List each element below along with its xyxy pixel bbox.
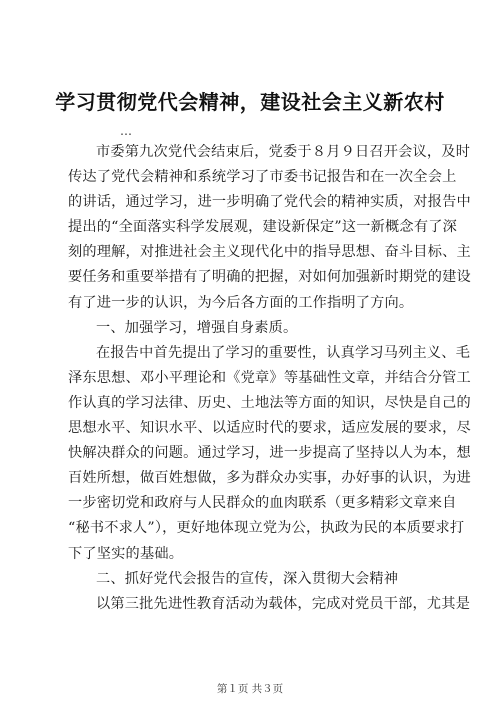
text-line: 在报告中首先提出了学习的重要性，认真学习马列主义、毛 bbox=[96, 344, 471, 361]
text-line: 传达了党代会精神和系统学习了市委书记报告和在一次全会上 bbox=[68, 169, 457, 186]
text-line: 以第三批先进性教育活动为载体，完成对党员干部，尤其是 bbox=[96, 595, 471, 612]
document-title: 学习贯彻党代会精神，建设社会主义新农村 bbox=[55, 90, 445, 114]
text-line: 一步密切党和政府与人民群众的血肉联系（更多精彩文章来自 bbox=[68, 495, 457, 512]
text-line: 有了进一步的认识，为今后各方面的工作指明了方向。 bbox=[68, 294, 414, 311]
text-line: “秘书不求人”），更好地体现立党为公，执政为民的本质要求打 bbox=[68, 520, 465, 537]
document-body bbox=[68, 140, 471, 617]
text-line: 二、抓好党代会报告的宣传，深入贯彻大会精神 bbox=[96, 570, 399, 587]
page-footer: 第１页 共３页 bbox=[216, 683, 284, 695]
text-line: 要任务和重要举措有了明确的把握，对如何加强新时期党的建设 bbox=[68, 269, 471, 286]
text-line: 市委第九次党代会结束后，党委于８月９日召开会议，及时 bbox=[96, 144, 471, 160]
text-line: 快解决群众的问题。通过学习，进一步提高了坚持以人为本，想 bbox=[68, 445, 471, 462]
text-line: 提出的“全面落实科学发展观，建设新保定”这一新概念有了深 bbox=[68, 219, 457, 236]
text-line: 下了坚实的基础。 bbox=[68, 545, 184, 562]
text-line: 百姓所想，做百姓想做，多为群众办实事，办好事的认识，为进 bbox=[68, 470, 471, 487]
text-line: 思想水平、知识水平、以适应时代的要求，适应发展的要求，尽 bbox=[68, 420, 471, 437]
text-line: 一、加强学习，增强自身素质。 bbox=[96, 319, 298, 336]
ellipsis-mark: … bbox=[120, 124, 134, 138]
text-line: 泽东思想、邓小平理论和《党章》等基础性文章，并结合分管工 bbox=[68, 369, 471, 386]
text-line: 刻的理解，对推进社会主义现代化中的指导思想、奋斗目标、主 bbox=[68, 244, 471, 261]
text-line: 作认真的学习法律、历史、土地法等方面的知识，尽快是自己的 bbox=[68, 394, 471, 411]
text-line: 的讲话，通过学习，进一步明确了党代会的精神实质，对报告中 bbox=[68, 194, 471, 211]
